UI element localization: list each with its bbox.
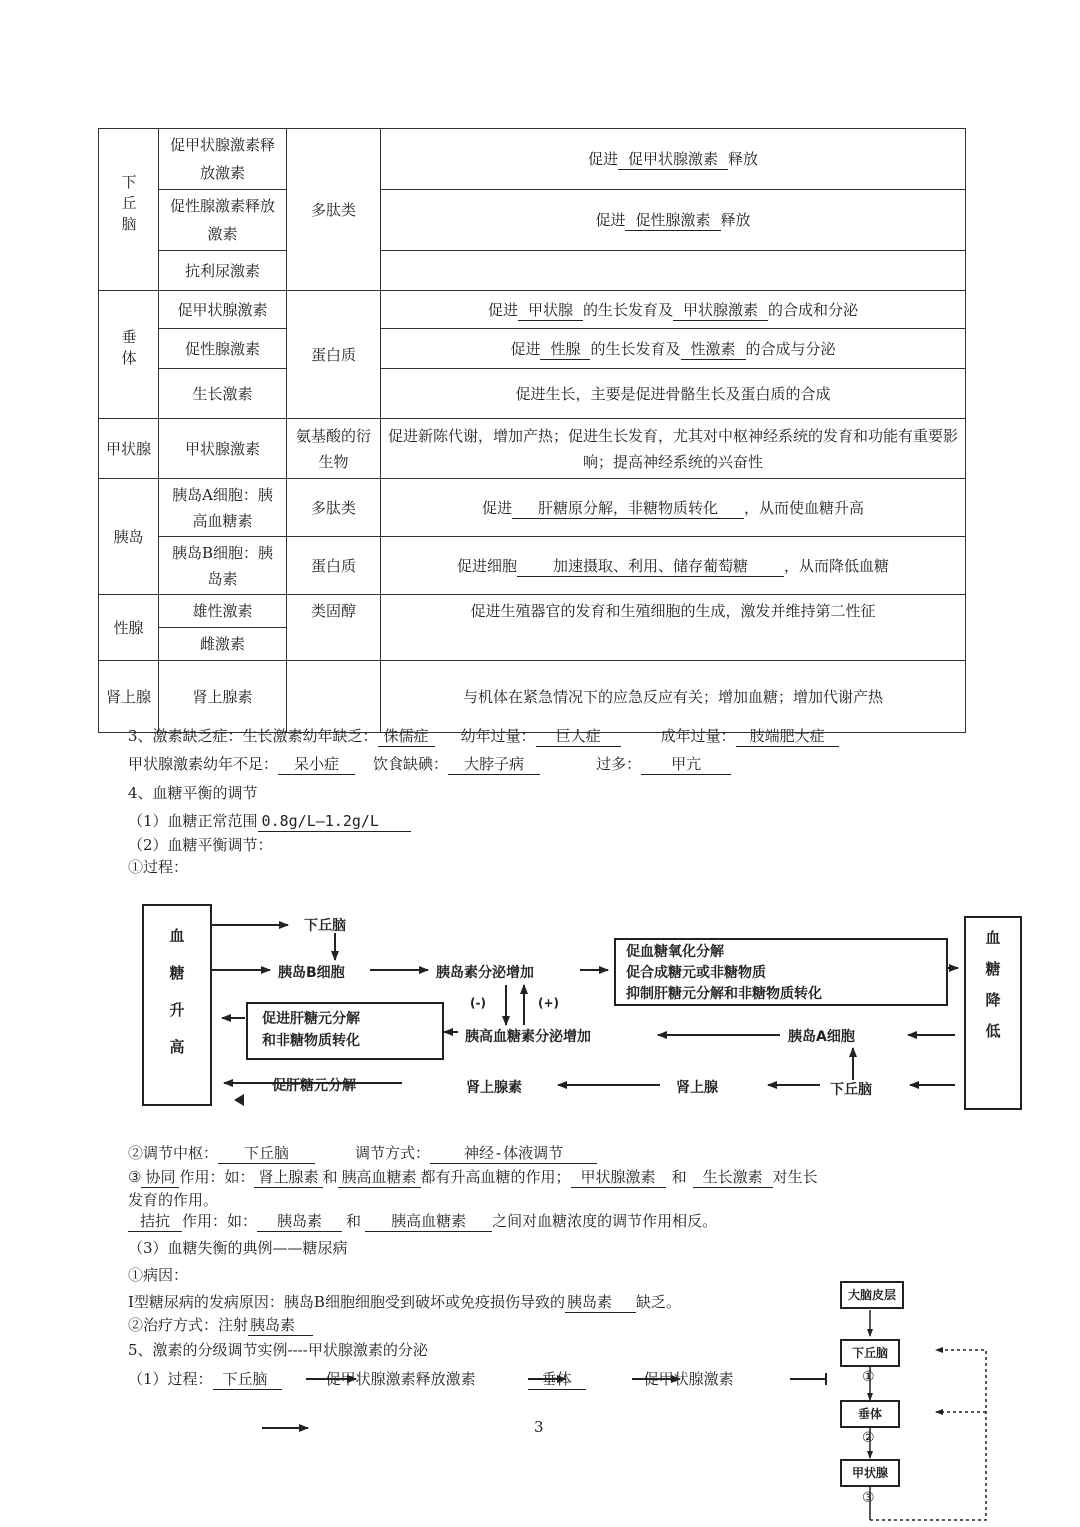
function-gonad: 促进生殖器官的发育和生殖细胞的生成，激发并维持第二性征 [381,595,966,661]
hormone-gth: 促性腺激素 [159,329,287,369]
type-thyroid: 氨基酸的衍生物 [287,419,381,479]
glucose-range-line: （1）血糖正常范围 0.8g/L—1.2g/L [128,810,411,832]
function-tsh: 促进 甲状腺 的生长发育及 甲状腺激素 的合成和分泌 [381,291,966,329]
deficiency-line-1: 3、激素缺乏症：生长激素幼年缺乏： 侏儒症 幼年过量： 巨人症 成年过量： 肢端肥大症 [128,725,839,747]
function-insulin: 促进细胞 加速摄取、利用、储存葡萄糖 ，从而降低血糖 [381,537,966,595]
node-hypothalamus-top: 下丘脑 [304,918,346,934]
node-cerebral-cortex: 大脑皮层 [840,1281,904,1309]
glucose-regulation-diagram [140,900,1025,1115]
label-promote: (+) [538,996,560,1010]
type-adrenal [287,661,381,733]
function-gnrh: 促进 促性腺激素 释放 [381,190,966,251]
label-inhibit: (-) [470,996,486,1010]
synergy-line: ③ 协同 作用：如： 肾上腺素 和 胰高血糖素 都有升高血糖的作用； 甲状腺激素 和 生长激素 对生长 [128,1168,818,1186]
node-insulin-increase: 胰岛素分泌增加 [436,965,534,981]
section-5-title: 5、激素的分级调节实例----甲状腺激素的分泌 [128,1341,428,1359]
cause-label: ①病因： [128,1266,189,1284]
function-gh: 促进生长，主要是促进骨骼生长及蛋白质的合成 [381,369,966,419]
node-epinephrine: 肾上腺素 [466,1080,522,1096]
function-gth: 促进 性腺 的生长发育及 性激素 的合成与分泌 [381,329,966,369]
section-4-title: 4、血糖平衡的调节 [128,784,258,802]
hormone-trh: 促甲状腺激素释放激素 [159,129,287,190]
glucagon-effects-box: 促进肝糖元分解 和非糖物质转化 [246,1002,444,1060]
treatment-line: ②治疗方式：注射 胰岛素 [128,1314,313,1336]
node-hypothalamus-bottom: 下丘脑 [830,1082,872,1098]
type-gonad: 类固醇 [287,595,381,661]
hormone-adh: 抗利尿激素 [159,251,287,291]
glucose-high-box: 血糖升高 [142,904,212,1106]
hormone-glucagon: 胰岛A细胞：胰高血糖素 [159,479,287,537]
type-pituitary: 蛋白质 [287,291,381,419]
hormone-gnrh: 促性腺激素释放激素 [159,190,287,251]
node-hypothalamus: 下丘脑 [840,1339,900,1367]
hormone-thyroxine: 甲状腺激素 [159,419,287,479]
synergy-line-2: 发育的作用。 [128,1191,219,1209]
regulation-center-line: ②调节中枢： 下丘脑 调节方式： 神经-体液调节 [128,1142,597,1164]
step-2: ② [862,1430,875,1446]
function-adh [381,251,966,291]
function-epinephrine: 与机体在紧急情况下的应急反应有关；增加血糖；增加代谢产热 [381,661,966,733]
organ-adrenal: 肾上腺 [99,661,159,733]
hierarchy-process-line: （1）过程： 下丘脑 促甲状腺激素释放激素 垂体 促甲状腺激素 [128,1370,734,1388]
hormone-androgen: 雄性激素 [159,595,287,628]
hormone-tsh: 促甲状腺激素 [159,291,287,329]
type-glucagon: 多肽类 [287,479,381,537]
function-trh: 促进 促甲状腺激素 释放 [381,129,966,190]
hormone-gh: 生长激素 [159,369,287,419]
glucose-low-box: 血糖降低 [964,916,1022,1110]
function-glucagon: 促进 肝糖原分解，非糖物质转化 ，从而使血糖升高 [381,479,966,537]
type-hypothalamus: 多肽类 [287,129,381,291]
function-thyroxine: 促进新陈代谢，增加产热；促进生长发育，尤其对中枢神经系统的发育和功能有重要影响；提高神经系统的兴奋性 [381,419,966,479]
node-thyroid: 甲状腺 [840,1459,900,1487]
regulation-label: （2）血糖平衡调节： [128,836,273,854]
insulin-effects-box: 促血糖氧化分解 促合成糖元或非糖物质 抑制肝糖元分解和非糖物质转化 [614,938,948,1006]
type-insulin: 蛋白质 [287,537,381,595]
hormone-table [98,128,966,733]
organ-pituitary: 垂体 [99,291,159,419]
node-b-cell: 胰岛B细胞 [278,965,345,981]
organ-gonad: 性腺 [99,595,159,661]
type1-cause-line: Ⅰ型糖尿病的发病原因：胰岛B细胞细胞受到破坏或免疫损伤导致的 胰岛素 缺乏。 [128,1293,681,1311]
hormone-estrogen: 雌激素 [159,628,287,661]
organ-islet: 胰岛 [99,479,159,595]
step-3: ③ [862,1490,875,1506]
diabetes-title: （3）血糖失衡的典例——糖尿病 [128,1239,348,1257]
node-a-cell: 胰岛A细胞 [788,1029,855,1045]
node-liver-glycogen: 促肝糖元分解 [272,1078,356,1094]
deficiency-line-2: 甲状腺激素幼年不足： 呆小症 饮食缺碘： 大脖子病 过多： 甲亢 [128,753,731,775]
node-adrenal: 肾上腺 [676,1080,718,1096]
step-1: ① [862,1369,875,1385]
hormone-insulin: 胰岛B细胞：胰岛素 [159,537,287,595]
process-label: ①过程： [128,858,189,876]
node-glucagon-increase: 胰高血糖素分泌增加 [465,1029,591,1045]
antagonism-line: 拮抗 作用：如： 胰岛素 和 胰高血糖素 之间对血糖浓度的调节作用相反。 [128,1210,717,1232]
hormone-epinephrine: 肾上腺素 [159,661,287,733]
organ-hypothalamus: 下丘脑 [99,129,159,291]
page-number: 3 [534,1418,544,1436]
organ-thyroid: 甲状腺 [99,419,159,479]
node-pituitary: 垂体 [840,1400,900,1428]
